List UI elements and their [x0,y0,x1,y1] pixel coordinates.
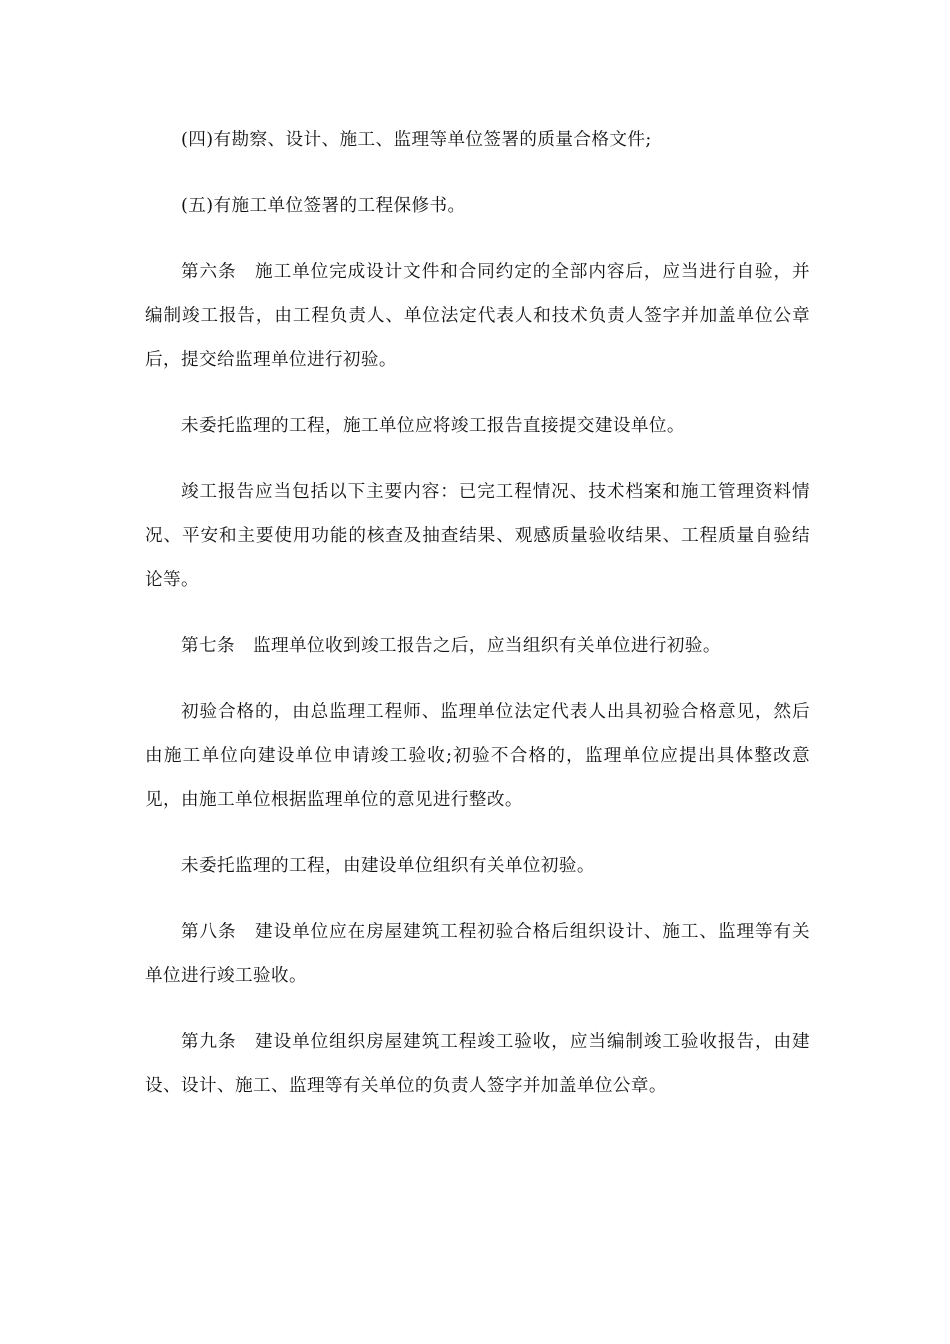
document-body [145,118,810,1130]
article-7-paragraph: 第七条 监理单位收到竣工报告之后，应当组织有关单位进行初验。 [181,636,721,656]
report-contents-paragraph: 竣工报告应当包括以下主要内容：已完工程情况、技术档案和施工管理资料情况、平安和主要使用功能的核查及抽查结果、观感质量验收结果、工程质量自验结论等。 [145,482,810,590]
paragraph-item-4: (四)有勘察、设计、施工、监理等单位签署的质量合格文件; [181,130,652,150]
no-supervision-inspection-paragraph: 未委托监理的工程，由建设单位组织有关单位初验。 [181,856,595,876]
paragraph-item-5: (五)有施工单位签署的工程保修书。 [181,196,466,216]
article-6-paragraph: 第六条 施工单位完成设计文件和合同约定的全部内容后，应当进行自验，并编制竣工报告，由工程负责人、单位法定代表人和技术负责人签字并加盖单位公章后，提交给监理单位进行初验。 [145,262,810,370]
no-supervision-report-paragraph: 未委托监理的工程，施工单位应将竣工报告直接提交建设单位。 [181,416,685,436]
article-8-paragraph: 第八条 建设单位应在房屋建筑工程初验合格后组织设计、施工、监理等有关单位进行竣工验收。 [145,922,810,986]
article-9-paragraph: 第九条 建设单位组织房屋建筑工程竣工验收，应当编制竣工验收报告，由建设、设计、施工、监理等有关单位的负责人签字并加盖单位公章。 [145,1032,810,1096]
initial-inspection-paragraph: 初验合格的，由总监理工程师、监理单位法定代表人出具初验合格意见，然后由施工单位向建设单位申请竣工验收;初验不合格的，监理单位应提出具体整改意见，由施工单位根据监理单位的意见进行整改。 [145,702,810,810]
